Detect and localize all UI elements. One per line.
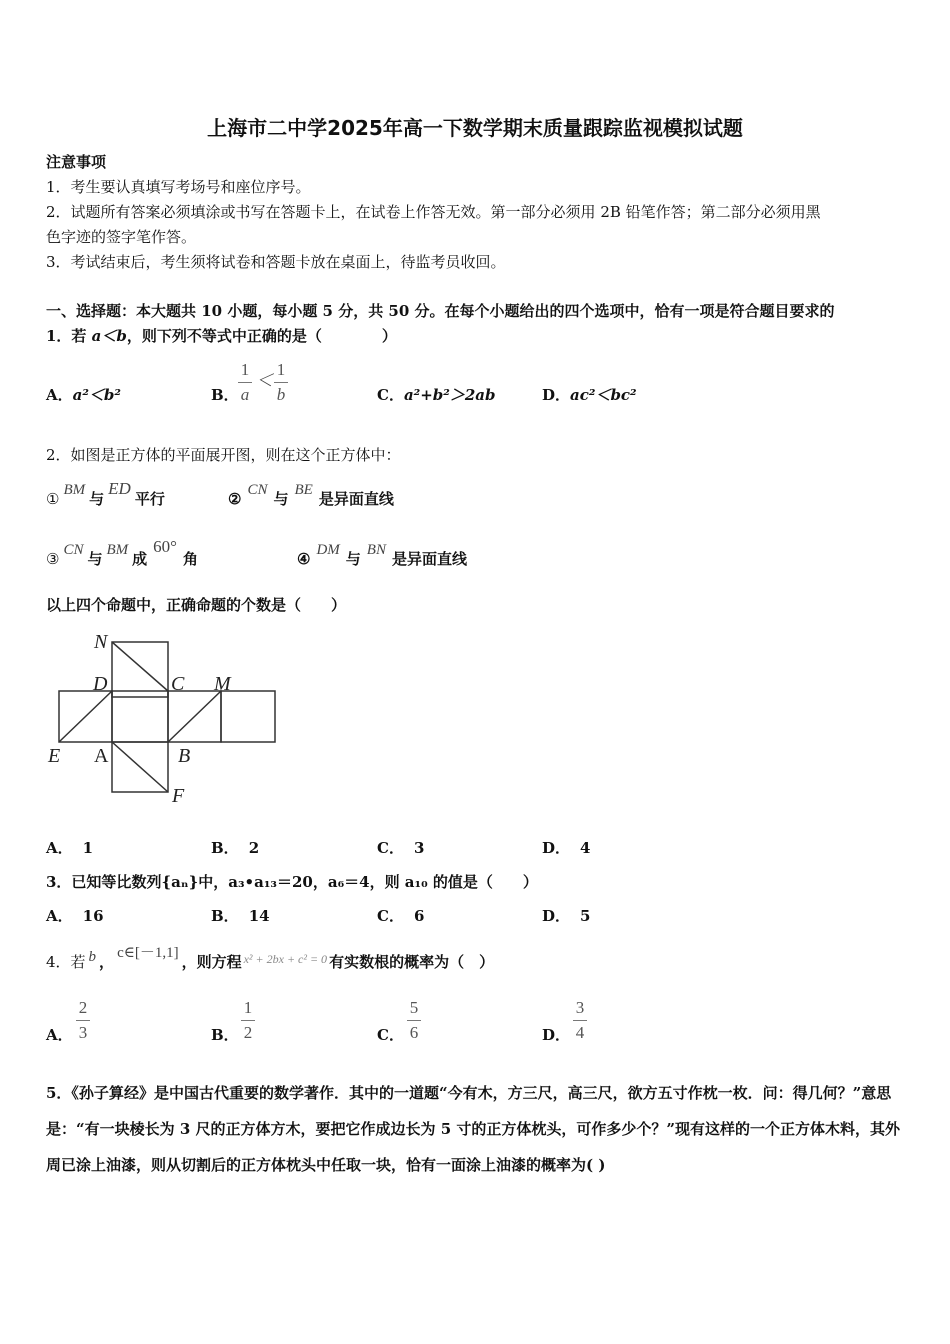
option-text: 5 xyxy=(580,907,591,925)
q2-stem: 2．如图是正方体的平面展开图，则在这个正方体中： xyxy=(46,446,401,464)
segment: BM xyxy=(106,542,129,558)
q4-option-b-label: B． xyxy=(211,1026,239,1044)
label-n: N xyxy=(94,631,108,653)
angle: 60° xyxy=(153,537,177,556)
q3-option-a xyxy=(46,907,104,925)
statement-num: ② xyxy=(228,490,242,508)
segment: DM xyxy=(316,542,340,558)
q1-optb-frac2 xyxy=(274,360,288,405)
option-label: B． xyxy=(211,839,239,857)
q2-statement-1 xyxy=(46,479,165,509)
q3-option-c xyxy=(377,907,424,925)
word: 成 xyxy=(132,550,148,568)
q4-prefix: 4．若 xyxy=(46,953,86,971)
q4-option-d-frac xyxy=(573,998,587,1043)
option-label: D． xyxy=(542,907,571,925)
option-text: a²＜b² xyxy=(72,386,121,404)
q4-option-d-label: D． xyxy=(542,1026,571,1044)
q1-stem xyxy=(46,327,397,345)
numerator: 1 xyxy=(240,360,250,379)
word: 与 xyxy=(273,490,289,508)
q4-option-b-frac xyxy=(241,998,255,1043)
q4-mid: ，则方程 xyxy=(181,953,242,971)
q5-text: 5．《孙子算经》是中国古代重要的数学著作．其中的一道题“今有木，方三尺，高三尺，欲方五寸作枕一枚．问：得几何？”意思是：“有一块棱长为 3 尺的正方体方木，要把它作成边长为 5 寸的正方体枕头，可作多少个？”现有这样的一个正方体木料，其外周已涂上油漆，则从切割后的正方体枕头中任取一块，恰有一面涂上油漆的概率为( ) xyxy=(46,1084,901,1174)
label-d: D xyxy=(93,673,108,695)
label-f: F xyxy=(172,785,185,807)
option-text: 14 xyxy=(248,907,270,925)
denominator: b xyxy=(276,385,286,404)
option-label: A． xyxy=(46,907,73,925)
label-m: M xyxy=(214,673,231,695)
word: 是异面直线 xyxy=(391,550,467,568)
q4-option-a-frac xyxy=(76,998,90,1043)
q4-equation: x² + 2bx + c² = 0 xyxy=(243,952,328,966)
numerator: 3 xyxy=(575,998,585,1017)
option-text: a²+b²＞2ab xyxy=(403,386,496,404)
option-label: D． xyxy=(542,386,571,404)
q4-option-c-label: C． xyxy=(377,1026,404,1044)
segment: BE xyxy=(294,482,313,498)
q1-stem-suffix: ，则下列不等式中正确的是（ ） xyxy=(126,327,397,345)
q4-condition: c∈[－1,1] xyxy=(117,945,179,961)
q3-stem: 3．已知等比数列{aₙ}中，a₃•a₁₃＝20，a₆＝4，则 a₁₀ 的值是（ ） xyxy=(46,873,538,891)
q1-option-a xyxy=(46,386,121,404)
q2-option-a xyxy=(46,839,93,857)
option-text: 1 xyxy=(82,839,94,857)
page-title: 上海市二中学2025年高一下数学期末质量跟踪监视模拟试题 xyxy=(207,116,743,140)
q4-option-c-frac xyxy=(407,998,421,1043)
q4-comma: ， xyxy=(99,953,115,971)
numerator: 5 xyxy=(409,998,419,1017)
denominator: 6 xyxy=(409,1023,419,1042)
word: 平行 xyxy=(134,490,165,508)
q4-option-a-label: A． xyxy=(46,1026,73,1044)
q3-option-d xyxy=(542,907,590,925)
q2-statement-3 xyxy=(46,537,198,569)
q3-option-b xyxy=(211,907,270,925)
denominator: 4 xyxy=(575,1023,585,1042)
q2-option-d xyxy=(542,839,590,857)
option-label: B． xyxy=(211,907,239,925)
statement-num: ① xyxy=(46,490,60,508)
option-label: C． xyxy=(377,907,404,925)
option-text: 6 xyxy=(413,907,425,925)
notice-item-3: 3．考试结束后，考生须将试卷和答题卡放在桌面上，待监考员收回。 xyxy=(46,253,506,271)
label-a: A xyxy=(94,745,109,767)
q2-option-c xyxy=(377,839,424,857)
word: 与 xyxy=(89,490,105,508)
denominator: 2 xyxy=(243,1023,253,1042)
segment: CN xyxy=(247,482,268,498)
segment: BM xyxy=(63,482,86,498)
cube-net-figure xyxy=(44,628,284,812)
label-e: E xyxy=(48,745,61,767)
numerator: 1 xyxy=(276,360,286,379)
segment: BN xyxy=(366,542,386,558)
q1-optb-frac1 xyxy=(238,360,252,405)
option-text: 4 xyxy=(580,839,591,857)
q4-var-b: b xyxy=(88,949,97,965)
q1-condition: a＜b xyxy=(91,327,127,345)
q4-suffix: 有实数根的概率为（ ） xyxy=(329,953,495,971)
option-label: A． xyxy=(46,386,73,404)
notice-heading: 注意事项 xyxy=(46,153,107,171)
statement-num: ③ xyxy=(46,550,60,568)
segment: CN xyxy=(63,542,84,558)
option-text: 16 xyxy=(82,907,104,925)
q1-optb-lt: ＜ xyxy=(256,371,273,390)
label-b: B xyxy=(178,745,191,767)
label-c: C xyxy=(171,673,185,695)
notice-item-2-cont: 色字迹的签字笔作答。 xyxy=(46,228,197,246)
q4-stem xyxy=(46,945,495,972)
option-text: ac²＜bc² xyxy=(570,386,637,404)
statement-num: ④ xyxy=(297,550,311,568)
option-text: 3 xyxy=(413,839,425,857)
word: 是异面直线 xyxy=(318,490,394,508)
numerator: 1 xyxy=(243,998,253,1017)
q1-option-d xyxy=(542,386,637,404)
option-text: 2 xyxy=(248,839,260,857)
q2-ask: 以上四个命题中，正确命题的个数是（ ） xyxy=(46,596,347,614)
section-heading: 一、选择题：本大题共 10 小题，每小题 5 分，共 50 分。在每个小题给出的四个选项中，恰有一项是符合题目要求的 xyxy=(46,302,835,320)
q2-statement-2 xyxy=(228,482,394,509)
numerator: 2 xyxy=(78,998,88,1017)
q2-option-b xyxy=(211,839,259,857)
denominator: a xyxy=(240,385,250,404)
notice-item-2: 2．试题所有答案必须填涂或书写在答题卡上，在试卷上作答无效。第一部分必须用 2B 铅笔作答；第二部分必须用黑 xyxy=(46,203,821,221)
denominator: 3 xyxy=(78,1023,88,1042)
option-label: D． xyxy=(542,839,571,857)
notice-item-1: 1．考生要认真填写考场号和座位序号。 xyxy=(46,178,311,196)
q1-stem-prefix: 1．若 xyxy=(46,327,92,345)
option-label: C． xyxy=(377,839,404,857)
option-label: A． xyxy=(46,839,73,857)
q1-option-b-label: B． xyxy=(211,386,239,404)
word: 与 xyxy=(345,550,361,568)
option-label: C． xyxy=(377,386,404,404)
word: 角 xyxy=(182,550,198,568)
word: 与 xyxy=(87,550,103,568)
q2-statement-4 xyxy=(297,542,467,569)
segment: ED xyxy=(108,479,131,498)
q1-option-c xyxy=(377,386,496,404)
